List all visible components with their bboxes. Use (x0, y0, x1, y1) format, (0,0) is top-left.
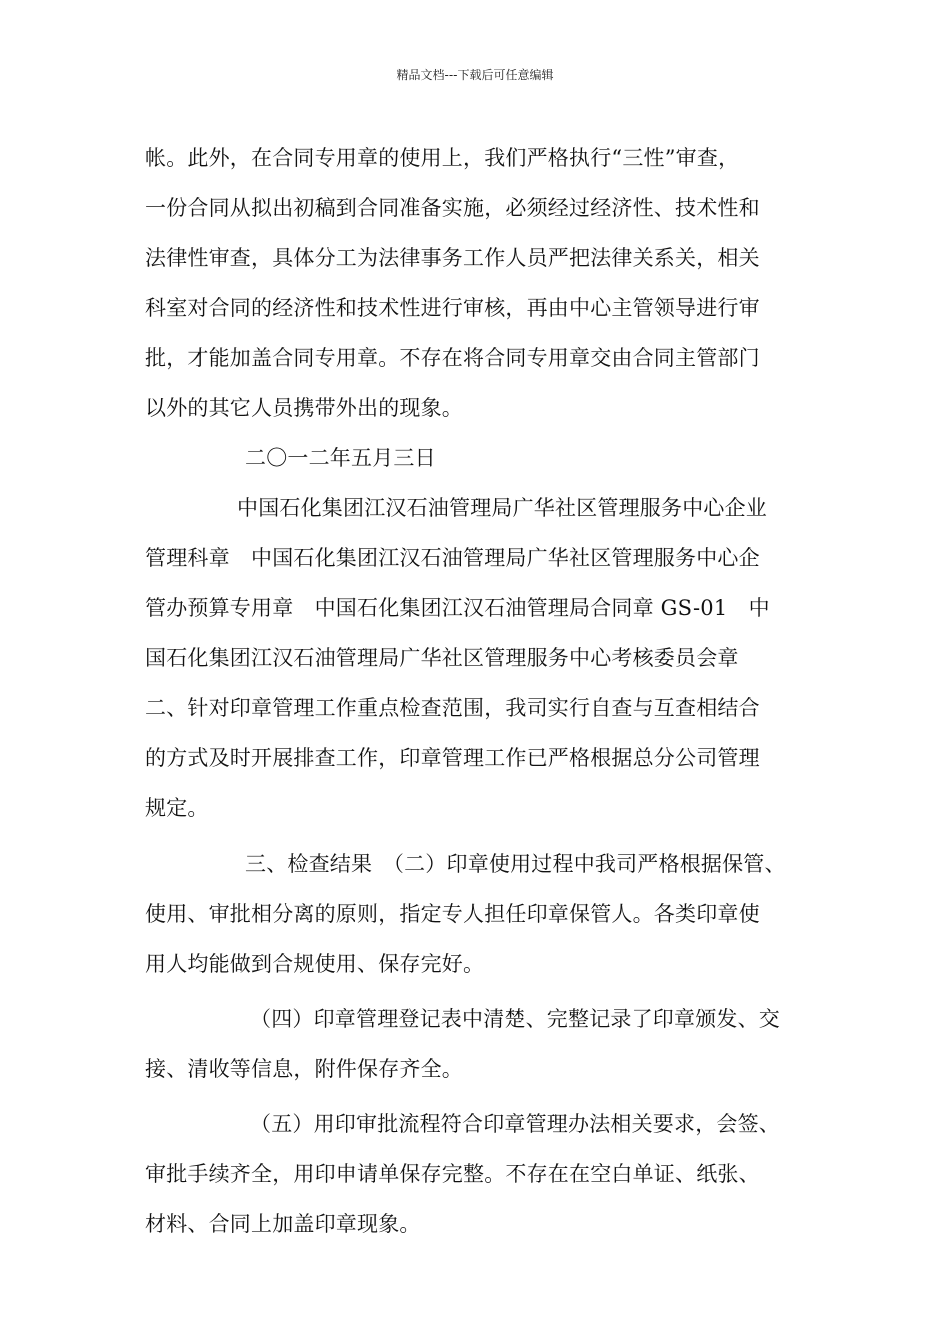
text-line: 以外的其它人员携带外出的现象。 (145, 396, 463, 420)
text-line: 接、清收等信息，附件保存齐全。 (145, 1057, 463, 1081)
text-line: 帐。此外，在合同专用章的使用上，我们严格执行“三性”审查， (145, 146, 740, 170)
paragraph-start-line: （四）印章管理登记表中清楚、完整记录了印章颁发、交 (250, 1007, 780, 1031)
text-line: 材料、合同上加盖印章现象。 (145, 1212, 421, 1236)
section-heading-line: 三、检查结果 （二）印章使用过程中我司严格根据保管、 (245, 852, 786, 876)
text-line: 的方式及时开展排查工作，印章管理工作已严格根据总分公司管理 (145, 746, 760, 770)
text-line: 科室对合同的经济性和技术性进行审核，再由中心主管领导进行审 (145, 296, 760, 320)
text-line: 规定。 (145, 796, 209, 820)
date-line: 二〇一二年五月三日 (245, 446, 436, 470)
text-line: 用人均能做到合规使用、保存完好。 (145, 952, 485, 976)
page-header: 精品文档---下载后可任意编辑 (396, 68, 554, 82)
document-body (145, 133, 810, 1249)
seal-list-line: 管理科章 中国石化集团江汉石油管理局广华社区管理服务中心企 (145, 546, 760, 570)
text-line: 批，才能加盖合同专用章。不存在将合同专用章交由合同主管部门 (145, 346, 760, 370)
text-line: 法律性审查，具体分工为法律事务工作人员严把法律关系关，相关 (145, 246, 760, 270)
paragraph-start-line: （五）用印审批流程符合印章管理办法相关要求，会签、 (250, 1112, 780, 1136)
seal-list-line: 国石化集团江汉石油管理局广华社区管理服务中心考核委员会章 (145, 646, 739, 670)
seal-list-line: 管办预算专用章 中国石化集团江汉石油管理局合同章 GS-01 中 (145, 596, 770, 620)
text-line: 审批手续齐全，用印申请单保存完整。不存在在空白单证、纸张、 (145, 1162, 760, 1186)
seal-list-line: 中国石化集团江汉石油管理局广华社区管理服务中心企业 (237, 496, 767, 520)
text-line: 使用、审批相分离的原则，指定专人担任印章保管人。各类印章使 (145, 902, 760, 926)
text-line: 一份合同从拟出初稿到合同准备实施，必须经过经济性、技术性和 (145, 196, 760, 220)
text-line: 二、针对印章管理工作重点检查范围，我司实行自查与互查相结合 (145, 696, 760, 720)
